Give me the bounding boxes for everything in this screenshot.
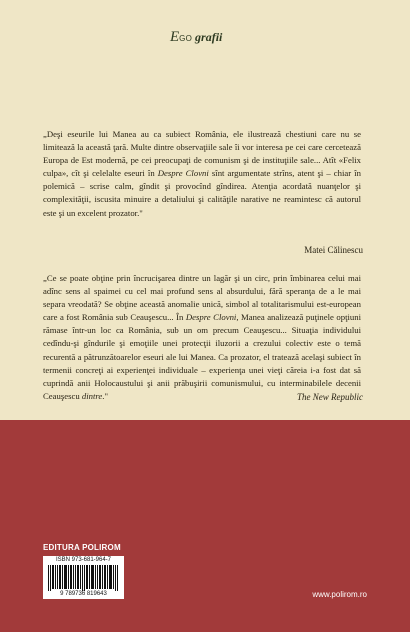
quote-calinescu: „Deşi eseurile lui Manea au ca subiect România, ele ilustrează chestiuni care nu se limitează la această ţară. Multe dintre observaţiile sale îi vor interesa pe cei care cercetează Europa de Est modernă, pe cei preocupaţi de comunism şi de instituţiile sale... Atît «Felix culpa», cît şi celelalte eseuri în Despre Clovni sînt argumentate strîns, atent şi – chiar în polemică – scrise calm, gîndit şi provocînd gîndirea. Atenţia acordată nuanţelor şi complexităţii, iscusita minuire a detaliului şi calităţile narative ne reamintesc că autorul este şi un excelent prozator." bbox=[43, 129, 361, 218]
publisher-name: EDITURA POLIROM bbox=[43, 543, 121, 552]
barcode-bars bbox=[48, 565, 119, 591]
barcode-digits: 9 789736 819643 bbox=[60, 591, 107, 597]
quote-author-new-republic: The New Republic bbox=[297, 392, 363, 402]
bottom-panel bbox=[0, 420, 410, 632]
publisher-website[interactable]: www.polirom.ro bbox=[312, 590, 367, 599]
barcode bbox=[43, 556, 124, 599]
logo-grafii: grafii bbox=[195, 30, 223, 44]
logo-go: GO bbox=[179, 34, 193, 43]
quote-author-calinescu: Matei Călinescu bbox=[304, 245, 363, 255]
quote-new-republic: „Ce se poate obţine prin încrucişarea dintre un lagăr şi un circ, prin îmbinarea celui mai adînc sens al spaimei cu cel mai profund sens al absurdului, fără speranţa de a le mai separa vreodată? Se obţine această anomalie unică, simbol al totalitarismului est-european care a fost România sub Ceauşescu... În Despre Clovni, Manea analizează puţinele opţiuni rămase într-un loc ca România, sub un om precum Ceauşescu... Situaţia individului cedîndu-şi gîndurile şi emoţiile unei protecţii iluzorii a crezului colectiv este o temă recurentă a pătrunzătoarelor eseuri ale lui Manea. Ca prozator, el tratează acelaşi subiect în termenii concreţi ai experienţei individuale – experienţa unei vieţi căreia i-a fost dat să cuprindă anii Holocaustului şi anii prăbuşirii comunismului, cu interminabilele decenii Ceauşescu dintre." bbox=[43, 273, 362, 401]
logo-letter-e: E bbox=[170, 29, 180, 45]
isbn-label: ISBN 973-681-964-7 bbox=[55, 557, 112, 563]
series-logo bbox=[170, 29, 222, 45]
